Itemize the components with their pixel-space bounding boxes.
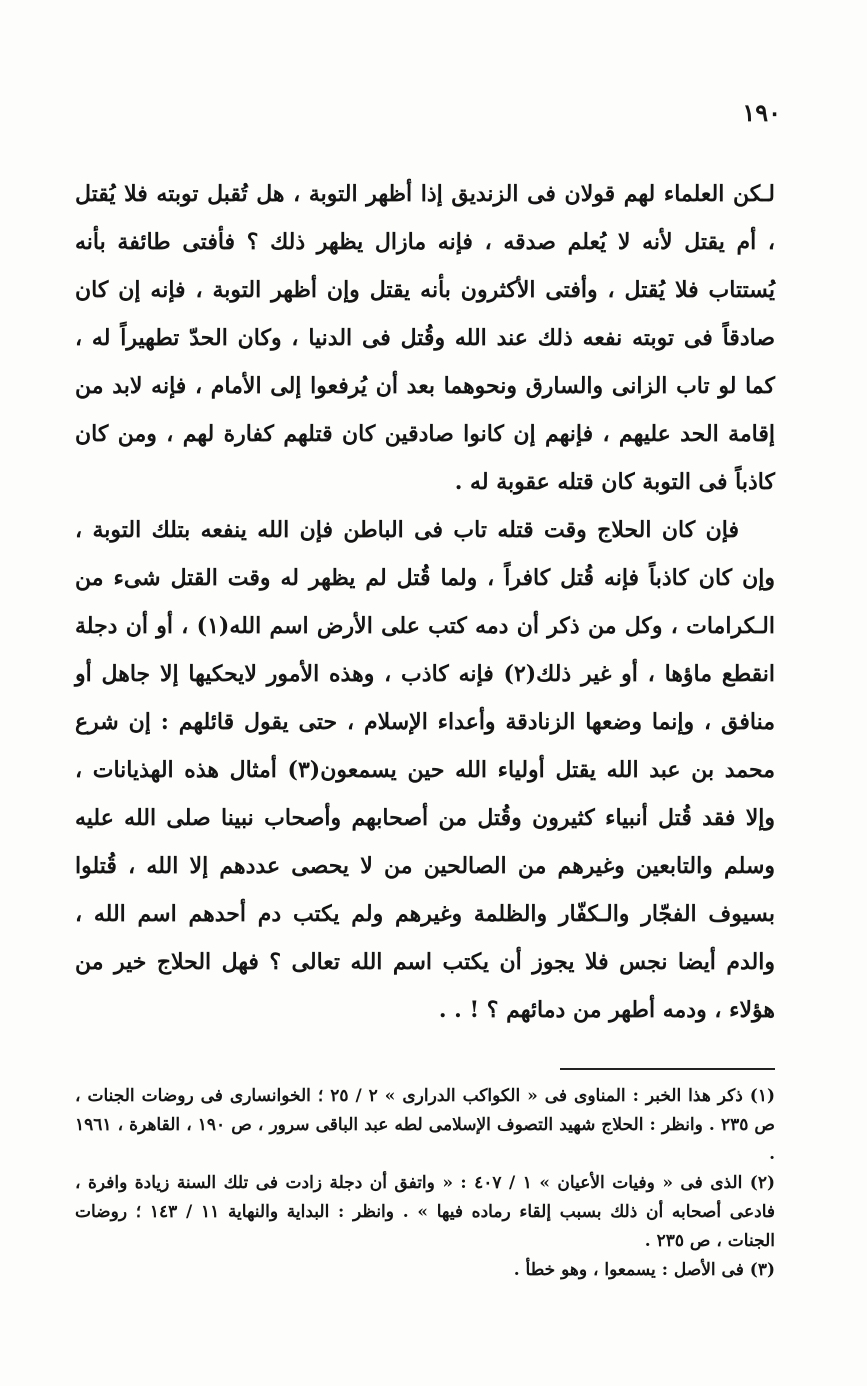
footnote-separator [560, 1068, 775, 1070]
paragraph-2: فإن كان الحلاج وقت قتله تاب فى الباطن فإن الله ينفعه بتلك التوبة ، وإن كان كاذباً فإنه قُتل كافراً ، ولما قُتل لم يظهر له وقت القتل شىء من الـكرامات ، وكل من ذكر أن دمه كتب على الأرض اسم الله(١) ، أو أن دجلة انقطع ماؤها ، أو غير ذلك(٢) فإنه كاذب ، وهذه الأمور لايحكيها إلا جاهل أو منافق ، وإنما وضعها الزنادقة وأعداء الإسلام ، حتى يقول قائلهم : إن شرع محمد بن عبد الله يقتل أولياء الله حين يسمعون(٣) أمثال هذه الهذيانات ، وإلا فقد قُتل أنبياء كثيرون وقُتل من أصحابهم وأصحاب نبينا صلى الله عليه وسلم والتابعين وغيرهم من الصالحين من لا يحصى عددهم إلا الله ، قُتلوا بسيوف الفجّار والـكفّار والظلمة وغيرهم ولم يكتب دم أحدهم اسم الله ، والدم أيضا نجس فلا يجوز أن يكتب اسم الله تعالى ؟ فهل الحلاج خير من هؤلاء ، ودمه أطهر من دمائهم ؟ ! . . [75, 517, 776, 1023]
footnote-3: (٣) فى الأصل : يسمعوا ، وهو خطأ . [513, 1260, 775, 1280]
main-text [75, 170, 775, 1034]
footnote-2: (٢) الذى فى « وفيات الأعيان » ١ / ٤٠٧ : « واتفق أن دجلة زادت فى تلك السنة زيادة وافرة ، فادعى أصحابه أن ذلك بسبب إلقاء رماده فيها » . وانظر : البداية والنهاية ١١ / ١٤٣ ؛ روضات الجنات ، ص ٢٣٥ . [75, 1173, 776, 1251]
paragraph-1: لـكن العلماء لهم قولان فى الزنديق إذا أظهر التوبة ، هل تُقبل توبته فلا يُقتل ، أم يقتل لأنه لا يُعلم صدقه ، فإنه مازال يظهر ذلك ؟ فأفتى طائفة بأنه يُستتاب فلا يُقتل ، وأفتى الأكثرون بأنه يقتل وإن أظهر التوبة ، فإنه إن كان صادقاً فى توبته نفعه ذلك عند الله وقُتل فى الدنيا ، وكان الحدّ تطهيراً له ، كما لو تاب الزانى والسارق ونحوهما بعد أن يُرفعوا إلى الأمام ، فإنه لابد من إقامة الحد عليهم ، فإنهم إن كانوا صادقين كان قتلهم كفارة لهم ، ومن كان كاذباً فى التوبة كان قتله عقوبة له . [75, 181, 775, 495]
page-number: ١٩٠ [742, 98, 781, 127]
footnote-1: (١) ذكر هذا الخبر : المناوى فى « الكواكب الدرارى » ٢ / ٢٥ ؛ الخوانسارى فى روضات الجنات ، ص ٢٣٥ . وانظر : الحلاج شهيد التصوف الإسلامى لطه عبد الباقى سرور ، ص ١٩٠ ، القاهرة ، ١٩٦١ . [75, 1086, 776, 1164]
footnotes [75, 1082, 775, 1285]
